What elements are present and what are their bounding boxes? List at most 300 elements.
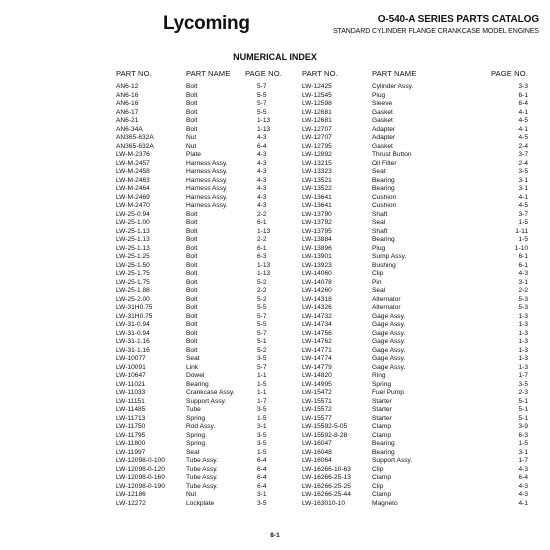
part-name-left: Bolt <box>186 244 198 252</box>
page-no-right: 1-3 <box>518 312 528 320</box>
part-no-right: LW-14771 <box>302 346 332 354</box>
page-no-right: 4-3 <box>518 465 528 473</box>
table-row <box>0 245 550 254</box>
part-name-right: Gage Assy. <box>372 355 406 362</box>
part-name-left: Bolt <box>186 329 198 337</box>
part-name-left: Tube Assy. <box>186 482 218 490</box>
page-no-left: 1-5 <box>257 448 267 456</box>
part-name-right: Bearing <box>372 236 395 243</box>
part-name-right: Gage Assy. <box>372 363 406 371</box>
part-name-right: Sump Assy. <box>372 253 407 260</box>
table-row <box>0 398 550 407</box>
page-no-right: 3-5 <box>518 168 528 175</box>
part-name-left: Tube Assy. <box>186 465 218 473</box>
page-no-right: 4-3 <box>518 491 528 498</box>
part-no-right: LW-13790 <box>302 210 332 218</box>
page-no-left: 6-1 <box>257 219 267 226</box>
page-no-left: 5-2 <box>257 295 267 303</box>
page-no-left: 6-4 <box>257 482 267 490</box>
part-no-right: LW-14779 <box>302 363 332 371</box>
table-row <box>0 143 550 152</box>
page-no-left: 4-3 <box>257 151 267 158</box>
part-no-left: LW-M-2457 <box>116 159 150 167</box>
part-name-right: Magneto <box>372 499 398 507</box>
page-no-right: 1-3 <box>518 329 528 337</box>
part-no-right: LW-12598 <box>302 100 332 107</box>
part-name-right: Seal <box>372 287 386 294</box>
table-row <box>0 194 550 203</box>
page-no-right: 1-3 <box>518 355 528 362</box>
part-no-right: LW-14326 <box>302 304 332 311</box>
page-no-left: 4-3 <box>257 202 267 209</box>
page-no-right: 1-10 <box>514 244 528 252</box>
part-no-left: LW-25-2.00 <box>116 295 150 303</box>
part-no-left: AN6-16 <box>116 100 139 107</box>
part-no-left: LW-12272 <box>116 499 146 507</box>
page-no-left: 1-13 <box>257 117 271 124</box>
part-no-right: LW-15472 <box>302 389 332 396</box>
part-no-left: LW-M-2469 <box>116 193 150 201</box>
table-row <box>0 313 550 322</box>
page-no-left: 5-7 <box>257 329 267 337</box>
part-name-right: Starter <box>372 406 392 413</box>
part-name-right: Bearing <box>372 440 395 447</box>
part-no-right: LW-15571 <box>302 397 332 405</box>
part-name-left: Nut <box>186 142 197 150</box>
part-no-left: LW-10091 <box>116 363 146 371</box>
page-no-left: 1-13 <box>257 227 271 235</box>
page-no-right: 3-1 <box>518 278 528 286</box>
page-no-right: 5-1 <box>518 414 528 422</box>
page-no-left: 1-7 <box>257 397 267 405</box>
part-no-right: LW-13323 <box>302 168 332 175</box>
part-no-left: AN365-632A <box>116 134 154 141</box>
table-row <box>0 202 550 211</box>
page-no-left: 3-1 <box>257 491 267 498</box>
part-name-left: Tube <box>186 406 201 413</box>
part-no-left: LW-31-0.94 <box>116 329 150 337</box>
part-name-left: Bolt <box>186 312 198 320</box>
part-name-right: Alternator <box>372 304 401 311</box>
part-no-right: LW-14756 <box>302 329 332 337</box>
col-header-part-name-right: PART NAME <box>372 69 417 78</box>
part-no-left: LW-25-1.75 <box>116 278 150 286</box>
page-no-right: 4-3 <box>518 482 528 490</box>
table-row <box>0 160 550 169</box>
part-no-left: AN6-21 <box>116 117 139 124</box>
part-name-left: Bolt <box>186 125 198 133</box>
page-no-right: 2-3 <box>518 389 528 396</box>
page-no-left: 4-3 <box>257 176 267 184</box>
page-no-left: 5-7 <box>257 312 267 320</box>
part-name-right: Thrust Button <box>372 151 412 158</box>
page-no-right: 5-3 <box>518 295 528 303</box>
part-no-left: AN6-17 <box>116 108 139 116</box>
part-name-right: Gage Assy. <box>372 312 406 320</box>
page-no-left: 3-5 <box>257 406 267 413</box>
page-no-right: 3-1 <box>518 448 528 456</box>
col-header-part-no-right: PART NO. <box>302 69 338 78</box>
part-name-left: Nut <box>186 134 197 141</box>
part-no-right: LW-12892 <box>302 151 332 158</box>
table-row <box>0 347 550 356</box>
part-name-right: Fuel Pump <box>372 389 404 396</box>
part-no-right: LW-15572 <box>302 406 332 413</box>
part-no-right: LW-163010-10 <box>302 499 346 507</box>
part-no-right: LW-13792 <box>302 219 332 226</box>
part-name-right: Clip <box>372 465 384 473</box>
part-no-left: LW-25-1.50 <box>116 261 150 269</box>
page-no-left: 3-1 <box>257 423 267 430</box>
part-name-left: Harness Assy. <box>186 185 228 192</box>
part-no-right: LW-13795 <box>302 227 332 235</box>
part-no-right: LW-14260 <box>302 287 332 294</box>
part-name-right: Gage Assy. <box>372 346 406 354</box>
page-no-right: 1-7 <box>518 457 528 464</box>
table-row <box>0 211 550 220</box>
table-row <box>0 134 550 143</box>
page-no-right: 4-1 <box>518 108 528 116</box>
part-no-left: LW-11713 <box>116 414 146 422</box>
part-name-right: Gage Assy. <box>372 338 406 345</box>
table-row <box>0 432 550 441</box>
part-name-right: Clamp <box>372 431 392 439</box>
part-no-left: LW-11033 <box>116 389 146 396</box>
part-name-left: Bolt <box>186 117 198 124</box>
part-name-right: Adapter <box>372 125 396 133</box>
brand-logo-text: Lycoming <box>163 13 250 34</box>
part-no-right: LW-15592-5-05 <box>302 423 348 430</box>
table-row <box>0 364 550 373</box>
part-name-right: Ring <box>372 372 386 379</box>
part-no-right: LW-16047 <box>302 440 332 447</box>
page-no-right: 1-5 <box>518 236 528 243</box>
part-name-left: Bearing <box>186 380 209 388</box>
page-no-right: 6-4 <box>518 474 528 481</box>
part-no-left: LW-31H0.75 <box>116 304 153 311</box>
part-no-right: LW-13641 <box>302 202 332 209</box>
table-row <box>0 491 550 500</box>
page-no-right: 3-1 <box>518 185 528 192</box>
table-row <box>0 483 550 492</box>
page-no-left: 3-5 <box>257 355 267 362</box>
part-no-right: LW-16266-10-63 <box>302 465 351 473</box>
part-name-right: Alternator <box>372 295 401 303</box>
table-row <box>0 440 550 449</box>
table-row <box>0 415 550 424</box>
page-no-right: 1-3 <box>518 338 528 345</box>
part-name-right: Gasket <box>372 142 393 150</box>
part-name-left: Spring <box>186 440 206 447</box>
part-no-left: LW-25-1.00 <box>116 219 150 226</box>
page-no-right: 5-3 <box>518 304 528 311</box>
part-no-right: LW-14318 <box>302 295 332 303</box>
part-no-right: LW-16064 <box>302 457 332 464</box>
page-no-left: 1-1 <box>257 389 267 396</box>
page-no-right: 5-1 <box>518 406 528 413</box>
page-no-left: 5-2 <box>257 278 267 286</box>
page-no-left: 1-1 <box>257 372 267 379</box>
page-no-left: 6-3 <box>257 253 267 260</box>
part-name-left: Bolt <box>186 278 198 286</box>
page-no-right: 1-5 <box>518 440 528 447</box>
part-no-left: LW-25-1.13 <box>116 244 150 252</box>
page-no-right: 2-2 <box>518 287 528 294</box>
table-row <box>0 287 550 296</box>
page-no-left: 5-2 <box>257 346 267 354</box>
page-no-left: 1-5 <box>257 380 267 388</box>
part-no-left: LW-25-1.25 <box>116 253 150 260</box>
part-no-left: AN365-632A <box>116 142 154 150</box>
page-number: 8-1 <box>270 532 280 539</box>
table-row <box>0 83 550 92</box>
part-no-left: LW-25-1.88 <box>116 287 150 294</box>
table-row <box>0 372 550 381</box>
part-no-left: LW-11151 <box>116 397 145 405</box>
part-name-right: Plug <box>372 91 386 99</box>
part-no-left: LW-25-1.13 <box>116 236 150 243</box>
table-row <box>0 474 550 483</box>
table-row <box>0 321 550 330</box>
table-row <box>0 500 550 509</box>
part-name-left: Bolt <box>186 236 198 243</box>
page-no-right: 4-5 <box>518 117 528 124</box>
part-name-left: Bolt <box>186 287 198 294</box>
part-no-left: LW-11997 <box>116 448 146 456</box>
part-name-right: Pin <box>372 278 382 286</box>
part-name-right: Cylinder Assy. <box>372 83 414 90</box>
table-row <box>0 466 550 475</box>
page-no-right: 1-5 <box>518 219 528 226</box>
part-name-left: Link <box>186 363 199 371</box>
part-no-left: LW-31-1.16 <box>116 346 150 354</box>
page-no-right: 3-9 <box>518 423 528 430</box>
table-row <box>0 304 550 313</box>
part-name-left: Support Assy. <box>186 397 227 405</box>
part-name-left: Harness Assy. <box>186 193 228 201</box>
part-no-right: LW-13641 <box>302 193 332 201</box>
page-no-right: 4-1 <box>518 499 528 507</box>
part-name-right: Seat <box>372 168 386 175</box>
part-no-right: LW-14060 <box>302 270 332 277</box>
part-no-right: LW-13522 <box>302 185 332 192</box>
page-no-left: 4-3 <box>257 134 267 141</box>
page-no-right: 1-3 <box>518 346 528 354</box>
table-row <box>0 330 550 339</box>
part-name-right: Cushion <box>372 202 397 209</box>
part-name-left: Bolt <box>186 210 198 218</box>
part-name-right: Clip <box>372 270 384 277</box>
part-name-left: Plate <box>186 151 202 158</box>
page-no-left: 2-2 <box>257 236 267 243</box>
part-no-left: LW-M-2463 <box>116 176 150 184</box>
part-no-left: LW-12186 <box>116 491 146 498</box>
page-no-right: 4-1 <box>518 193 528 201</box>
part-no-left: LW-12098-0-120 <box>116 465 165 473</box>
page-no-right: 6-3 <box>518 431 528 439</box>
page-no-right: 3-7 <box>518 210 528 218</box>
page-no-left: 3-5 <box>257 431 267 439</box>
part-no-left: LW-25-1.13 <box>116 227 150 235</box>
part-no-left: LW-31-0.94 <box>116 321 150 328</box>
table-row <box>0 355 550 364</box>
table-row <box>0 457 550 466</box>
part-name-right: Plug <box>372 244 386 252</box>
part-name-left: Bolt <box>186 304 198 311</box>
part-no-left: LW-M-2458 <box>116 168 150 175</box>
part-name-right: Clamp <box>372 423 392 430</box>
part-name-right: Gasket <box>372 117 393 124</box>
page-no-left: 5-7 <box>257 83 267 90</box>
part-no-left: LW-10647 <box>116 372 146 379</box>
catalog-title: O-540-A SERIES PARTS CATALOG <box>377 14 539 25</box>
page-no-left: 6-4 <box>257 465 267 473</box>
page-no-left: 2-2 <box>257 210 267 218</box>
page-no-left: 3-5 <box>257 499 267 507</box>
col-header-page-no-right: PAGE NO. <box>491 69 528 78</box>
table-row <box>0 236 550 245</box>
catalog-subtitle: STANDARD CYLINDER FLANGE CRANKCASE MODEL ENGINES <box>332 28 539 35</box>
page-no-right: 2-4 <box>518 159 528 167</box>
part-name-right: Bearing <box>372 185 395 192</box>
page-no-right: 1-3 <box>518 321 528 328</box>
table-row <box>0 100 550 109</box>
page-no-left: 6-4 <box>257 142 267 150</box>
page-no-left: 6-4 <box>257 474 267 481</box>
page-no-right: 6-4 <box>518 100 528 107</box>
part-no-right: LW-16048 <box>302 448 332 456</box>
part-name-right: Clip <box>372 482 384 490</box>
part-name-left: Bolt <box>186 91 198 99</box>
page-no-right: 6-1 <box>518 261 528 269</box>
page-no-right: 6-1 <box>518 91 528 99</box>
page-no-left: 6-4 <box>257 457 267 464</box>
part-no-left: LW-31H0.75 <box>116 312 153 320</box>
col-header-part-no-left: PART NO. <box>116 69 152 78</box>
page-no-right: 3-5 <box>518 380 528 388</box>
part-name-right: Oil Filter <box>372 159 397 167</box>
table-row <box>0 177 550 186</box>
part-name-left: Bolt <box>186 261 198 269</box>
table-row <box>0 228 550 237</box>
part-no-right: LW-12425 <box>302 83 332 90</box>
part-name-left: Seal <box>186 448 200 456</box>
part-name-left: Crankcase Assy. <box>186 389 235 396</box>
part-no-left: LW-12098-0-100 <box>116 457 165 464</box>
part-no-right: LW-13884 <box>302 236 332 243</box>
part-no-left: LW-25-1.75 <box>116 270 150 277</box>
table-row <box>0 423 550 432</box>
page-no-left: 2-2 <box>257 287 267 294</box>
part-name-left: Bolt <box>186 253 198 260</box>
table-row <box>0 168 550 177</box>
part-name-left: Harness Assy. <box>186 176 228 184</box>
part-no-right: LW-14820 <box>302 372 332 379</box>
page-no-left: 1-13 <box>257 270 271 277</box>
table-row <box>0 279 550 288</box>
part-name-right: Bearing <box>372 176 395 184</box>
part-name-right: Shaft <box>372 210 388 218</box>
part-name-right: Clamp <box>372 474 392 481</box>
part-name-left: Bolt <box>186 83 198 90</box>
part-name-right: Gasket <box>372 108 393 116</box>
part-no-right: LW-14995 <box>302 380 332 388</box>
part-name-right: Gage Assy. <box>372 329 406 337</box>
table-row <box>0 185 550 194</box>
part-name-right: Seal <box>372 219 386 226</box>
part-name-right: Gage Assy. <box>372 321 406 328</box>
part-no-right: LW-13896 <box>302 244 332 252</box>
part-name-right: Starter <box>372 397 392 405</box>
page-no-right: 4-5 <box>518 134 528 141</box>
part-no-left: LW-11021 <box>116 380 146 388</box>
page-no-right: 1-11 <box>515 227 528 235</box>
table-row <box>0 338 550 347</box>
part-no-left: LW-11485 <box>116 406 146 413</box>
part-no-left: AN6-34A <box>116 125 143 133</box>
page-no-left: 1-13 <box>257 125 271 133</box>
part-no-right: LW-16266-25-13 <box>302 474 351 481</box>
page-no-left: 4-3 <box>257 159 267 167</box>
part-no-right: LW-14734 <box>302 321 332 328</box>
part-name-right: Starter <box>372 414 392 422</box>
part-name-left: Bolt <box>186 346 198 354</box>
part-no-left: LW-10077 <box>116 355 146 362</box>
part-no-right: LW-14732 <box>302 312 332 320</box>
part-no-right: LW-12681 <box>302 108 332 116</box>
part-no-left: LW-12098-0-190 <box>116 482 165 490</box>
part-no-left: LW-11800 <box>116 440 146 447</box>
page-no-right: 3-1 <box>518 176 528 184</box>
part-no-right: LW-12545 <box>302 91 332 99</box>
part-no-right: LW-16266-25-44 <box>302 491 351 498</box>
page-no-left: 5-7 <box>257 100 267 107</box>
page-no-left: 1-5 <box>257 414 267 422</box>
part-name-left: Dowel <box>186 372 205 379</box>
page-no-right: 3-7 <box>518 151 528 158</box>
part-no-left: LW-31-1.16 <box>116 338 150 345</box>
table-row <box>0 262 550 271</box>
part-no-right: LW-12681 <box>302 117 332 124</box>
table-row <box>0 126 550 135</box>
part-no-right: LW-13521 <box>302 176 332 184</box>
table-row <box>0 151 550 160</box>
part-name-right: Cushion <box>372 193 397 201</box>
page-no-right: 4-1 <box>518 125 528 133</box>
part-no-left: LW-11795 <box>116 431 146 439</box>
part-no-right: LW-13923 <box>302 261 332 269</box>
part-name-right: Spring <box>372 380 392 388</box>
part-no-right: LW-16266-25-25 <box>302 482 351 490</box>
part-no-left: LW-M-2464 <box>116 185 150 192</box>
table-row <box>0 449 550 458</box>
part-name-left: Tube Assy. <box>186 474 218 481</box>
page-no-right: 4-3 <box>518 270 528 277</box>
table-row <box>0 270 550 279</box>
page-no-right: 1-7 <box>518 372 528 379</box>
table-row <box>0 389 550 398</box>
part-no-left: LW-11750 <box>116 423 146 430</box>
part-no-right: LW-15577 <box>302 414 332 422</box>
part-name-right: Bushing <box>372 261 396 269</box>
page-no-left: 6-1 <box>257 244 267 252</box>
part-name-right: Bearing <box>372 448 395 456</box>
page-no-left: 5-5 <box>257 91 267 99</box>
part-name-left: Harness Assy. <box>186 159 228 167</box>
part-no-right: LW-12707 <box>302 134 332 141</box>
table-row <box>0 92 550 101</box>
part-name-left: Bolt <box>186 108 198 116</box>
